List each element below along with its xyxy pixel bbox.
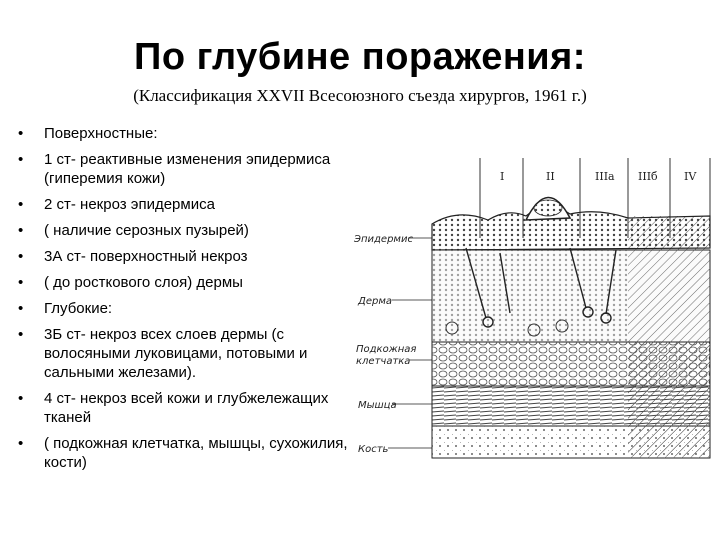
column-label-ii: II	[546, 170, 555, 183]
blister-fluid	[534, 200, 562, 216]
bullet-dot-icon: •	[18, 326, 24, 343]
layer-labels	[353, 234, 432, 455]
bullet-dot-icon: •	[18, 151, 24, 168]
list-item	[12, 273, 352, 292]
skin-layers-diagram	[348, 138, 718, 464]
list-item-text: ( наличие серозных пузырей)	[44, 222, 249, 239]
slide-subtitle: (Классификация XXVII Всесоюзного съезда хирургов, 1961 г.)	[133, 86, 587, 105]
label-epidermis: Эпидермис	[354, 234, 413, 245]
list-item-text: ( до росткового слоя) дермы	[44, 274, 243, 291]
list-item-text: Поверхностные:	[44, 125, 158, 142]
list-item	[12, 195, 352, 214]
bullet-dot-icon: •	[18, 222, 24, 239]
column-label-i: I	[500, 170, 505, 183]
bullet-dot-icon: •	[18, 300, 24, 317]
skin-diagram-svg	[348, 138, 718, 464]
bullet-dot-icon: •	[18, 248, 24, 265]
list-item-text: 4 ст- некроз всей кожи и глубжележащих тканей	[44, 390, 329, 426]
list-item-text: 2 ст- некроз эпидермиса	[44, 196, 215, 213]
list-item	[12, 434, 352, 472]
label-bone: Кость	[358, 444, 389, 455]
column-label-iiib: IIIб	[638, 170, 658, 183]
bullet-dot-icon: •	[18, 125, 24, 142]
necrosis-zone-hatch-overlay	[628, 250, 710, 458]
column-label-iv: IV	[684, 170, 697, 183]
label-subcutaneous-1: Подкожная	[356, 344, 417, 355]
bullet-dot-icon: •	[18, 274, 24, 291]
bullet-dot-icon: •	[18, 196, 24, 213]
list-item	[12, 247, 352, 266]
list-item	[12, 150, 352, 188]
list-item-text: 1 ст- реактивные изменения эпидермиса (гиперемия кожи)	[44, 151, 331, 187]
list-item	[12, 325, 352, 382]
bullet-dot-icon: •	[18, 390, 24, 407]
list-item	[12, 124, 352, 143]
bullet-list	[12, 124, 352, 479]
list-item-text: 3А ст- поверхностный некроз	[44, 248, 248, 265]
list-item-text: Глубокие:	[44, 300, 113, 317]
list-item-text: ( подкожная клетчатка, мышцы, сухожилия, кости)	[44, 435, 348, 471]
epidermis-layer	[432, 206, 710, 250]
bullet-dot-icon: •	[18, 435, 24, 452]
column-label-iiia: IIIа	[595, 170, 615, 183]
list-item	[12, 221, 352, 240]
label-muscle: Мышца	[358, 400, 397, 411]
label-subcutaneous-2: клетчатка	[356, 356, 411, 367]
label-dermis: Дерма	[358, 296, 392, 307]
list-item	[12, 299, 352, 318]
dermis-texture	[432, 250, 628, 342]
list-item-text: 3Б ст- некроз всех слоев дермы (с волосяными луковицами, потовыми и сальными железами).	[44, 326, 308, 381]
slide-title: По глубине поражения:	[134, 36, 586, 78]
list-item	[12, 389, 352, 427]
